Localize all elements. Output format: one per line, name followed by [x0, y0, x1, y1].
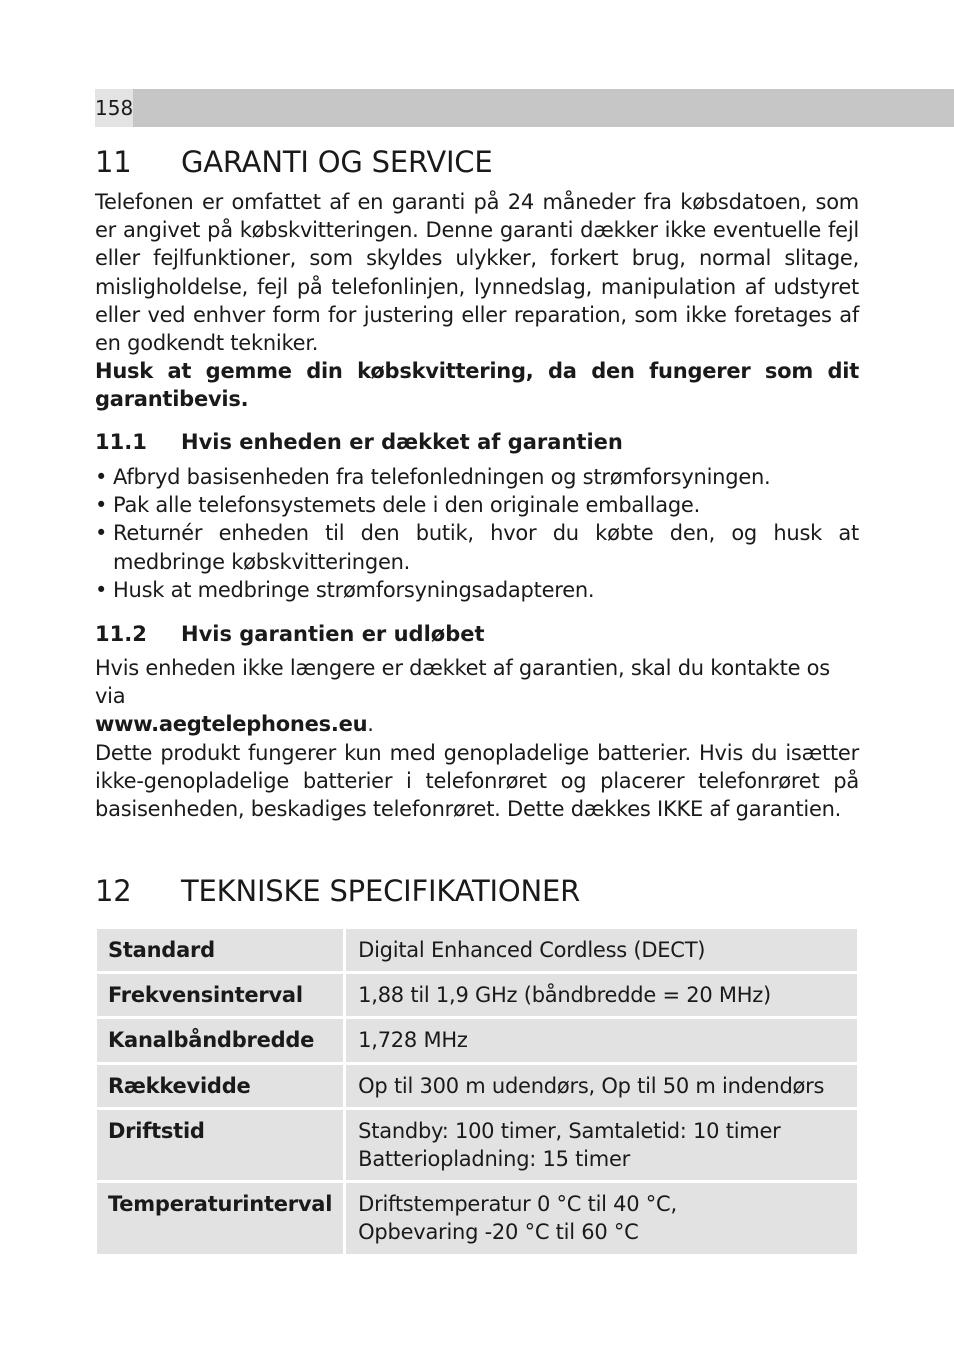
subsection-11-2-number: 11.2 — [95, 622, 147, 646]
section-11-number: 11 — [95, 145, 132, 179]
website-link[interactable]: www.aegtelephones.eu — [95, 712, 368, 737]
table-row — [97, 1065, 857, 1107]
warranty-paragraph: Telefonen er omfattet af en garanti på 24 måneder fra købsdatoen, som er angivet på købskvitteringen. Denne garanti dækker ikke eventuelle fejl eller fejlfunktioner, som skyldes ulykker, forkert brug, normal slitage, misligholdelse, fejl på telefonlinjen, lynnedslag, manipulation af udstyret eller ved enhver form for justering eller reparation, som ikke foretages af en godkendt tekniker. — [95, 190, 859, 356]
spec-label: Kanalbåndbredde — [97, 1019, 346, 1061]
subsection-11-1-number: 11.1 — [95, 430, 147, 454]
spec-value: Digital Enhanced Cordless (DECT) — [346, 929, 857, 971]
section-11-heading — [95, 145, 492, 179]
table-row — [97, 929, 857, 971]
subsection-11-2-title: Hvis garantien er udløbet — [181, 622, 485, 646]
expired-warranty-text: Hvis enheden ikke længere er dækket af garantien, skal du kontakte os via www.aegtelephones.eu. — [95, 656, 830, 737]
specifications-table — [97, 926, 857, 1257]
spec-label: Temperaturinterval — [97, 1183, 346, 1253]
table-row — [97, 1019, 857, 1061]
receipt-reminder: Husk at gemme din købskvittering, da den fungerer som dit garantibevis. — [95, 359, 859, 412]
page-header-bar — [95, 89, 954, 127]
subsection-11-1-heading — [95, 430, 623, 454]
subsection-11-2-heading — [95, 622, 485, 646]
bullet-icon: • — [95, 493, 108, 518]
spec-value: 1,728 MHz — [346, 1019, 857, 1061]
spec-label: Rækkevidde — [97, 1065, 346, 1107]
list-item: • Husk at medbringe strømforsyningsadapteren. — [95, 576, 859, 604]
bullet-icon: • — [95, 465, 108, 489]
section-12-number: 12 — [95, 874, 132, 908]
subsection-11-1-title: Hvis enheden er dækket af garantien — [181, 430, 623, 454]
list-item: • Pak alle telefonsystemets dele i den originale emballage. — [95, 491, 859, 519]
section-11-title: GARANTI OG SERVICE — [181, 145, 493, 179]
page-number: 158 — [95, 89, 133, 127]
spec-value: Op til 300 m udendørs, Op til 50 m indendørs — [346, 1065, 857, 1107]
list-item: • Afbryd basisenheden fra telefonledningen og strømforsyningen. — [95, 463, 859, 491]
section-12-heading — [95, 874, 580, 908]
table-row — [97, 1110, 857, 1180]
table-row — [97, 1183, 857, 1253]
list-item: • Returnér enheden til den butik, hvor du købte den, og husk at medbringe købskvitteringen. — [95, 521, 859, 574]
battery-note: Dette produkt fungerer kun med genopladelige batterier. Hvis du isætter ikke-genopladelige batterier i telefonrøret og placerer telefonrøret på basisenheden, beskadiges telefonrøret. Dette dækkes IKKE af garantien. — [95, 741, 859, 822]
spec-label: Standard — [97, 929, 346, 971]
bullet-icon: • — [95, 577, 108, 602]
warranty-steps-list — [95, 463, 859, 604]
table-row — [97, 974, 857, 1016]
bullet-icon: • — [95, 521, 108, 546]
spec-label: Driftstid — [97, 1110, 346, 1180]
spec-value: Driftstemperatur 0 °C til 40 °C, Opbevaring -20 °C til 60 °C — [346, 1183, 857, 1253]
spec-value: 1,88 til 1,9 GHz (båndbredde = 20 MHz) — [346, 974, 857, 1016]
spec-label: Frekvensinterval — [97, 974, 346, 1016]
section-12-title: TEKNISKE SPECIFIKATIONER — [181, 874, 581, 908]
spec-value: Standby: 100 timer, Samtaletid: 10 timer Batteriopladning: 15 timer — [346, 1110, 857, 1180]
